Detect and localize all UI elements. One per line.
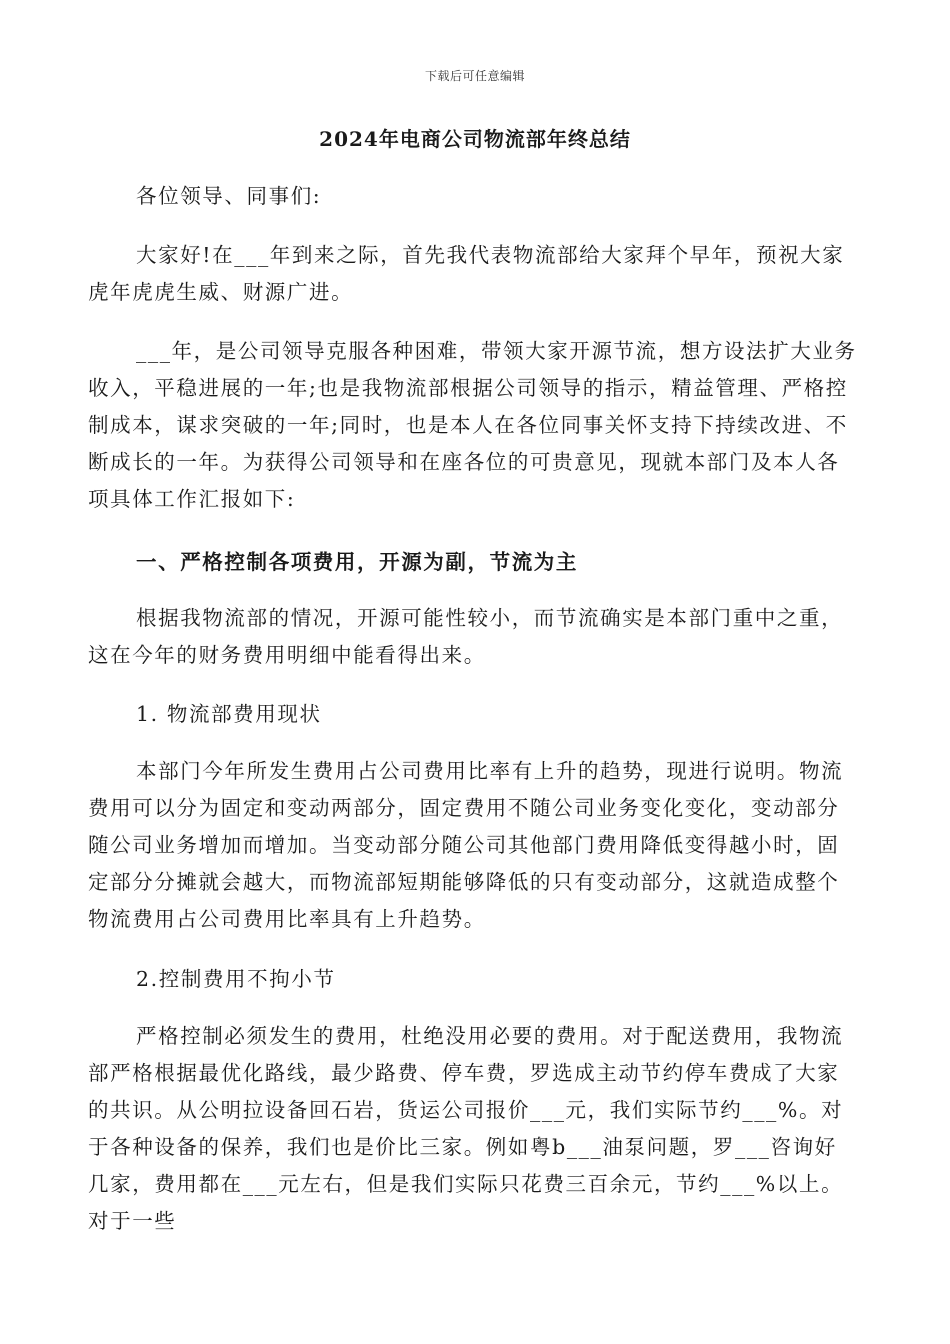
header-note: 下载后可任意编辑 — [424, 69, 525, 83]
paragraph-year-overview: ___年，是公司领导克服各种困难，带领大家开源节流，想方设法扩大业务收入，平稳进展的一年;也是我物流部根据公司领导的指示，精益管理、严格控制成本，谋求突破的一年;同时，也是本人在各位同事关怀支持下持续改进、不断成长的一年。为获得公司领导和在座各位的可贵意见，现就本部门及本人各项具体工作汇报如下: — [88, 339, 857, 511]
subheading-cost-control: 2.控制费用不拘小节 — [136, 967, 336, 991]
paragraph-cost-status: 本部门今年所发生费用占公司费用比率有上升的趋势，现进行说明。物流费用可以分为固定和变动两部分，固定费用不随公司业务变化变化，变动部分随公司业务增加而增加。当变动部分随公司其他部门费用降低变得越小时，固定部分分摊就会越大，而物流部短期能够降低的只有变动部分，这就造成整个物流费用占公司费用比率具有上升趋势。 — [88, 759, 844, 931]
document-title: 2024年电商公司物流部年终总结 — [319, 127, 631, 151]
greeting: 各位领导、同事们: — [136, 184, 322, 208]
paragraph-opening: 大家好!在___年到来之际，首先我代表物流部给大家拜个早年，预祝大家虎年虎虎生威、财源广进。 — [88, 243, 845, 304]
paragraph-section-intro: 根据我物流部的情况，开源可能性较小，而节流确实是本部门重中之重，这在今年的财务费用明细中能看得出来。 — [88, 606, 844, 667]
paragraph-cost-control: 严格控制必须发生的费用，杜绝没用必要的费用。对于配送费用，我物流部严格根据最优化路线，最少路费、停车费，罗选成主动节约停车费成了大家的共识。从公明拉设备回石岩，货运公司报价___元，我们实际节约___%。对于各种设备的保养，我们也是价比三家。例如粤b___油泵问题，罗___咨询好几家，费用都在___元左右，但是我们实际只花费三百余元，节约___%以上。对于一些 — [88, 1024, 844, 1233]
section-heading: 一、严格控制各项费用，开源为副，节流为主 — [136, 550, 578, 574]
subheading-cost-status: 1. 物流部费用现状 — [136, 702, 322, 726]
